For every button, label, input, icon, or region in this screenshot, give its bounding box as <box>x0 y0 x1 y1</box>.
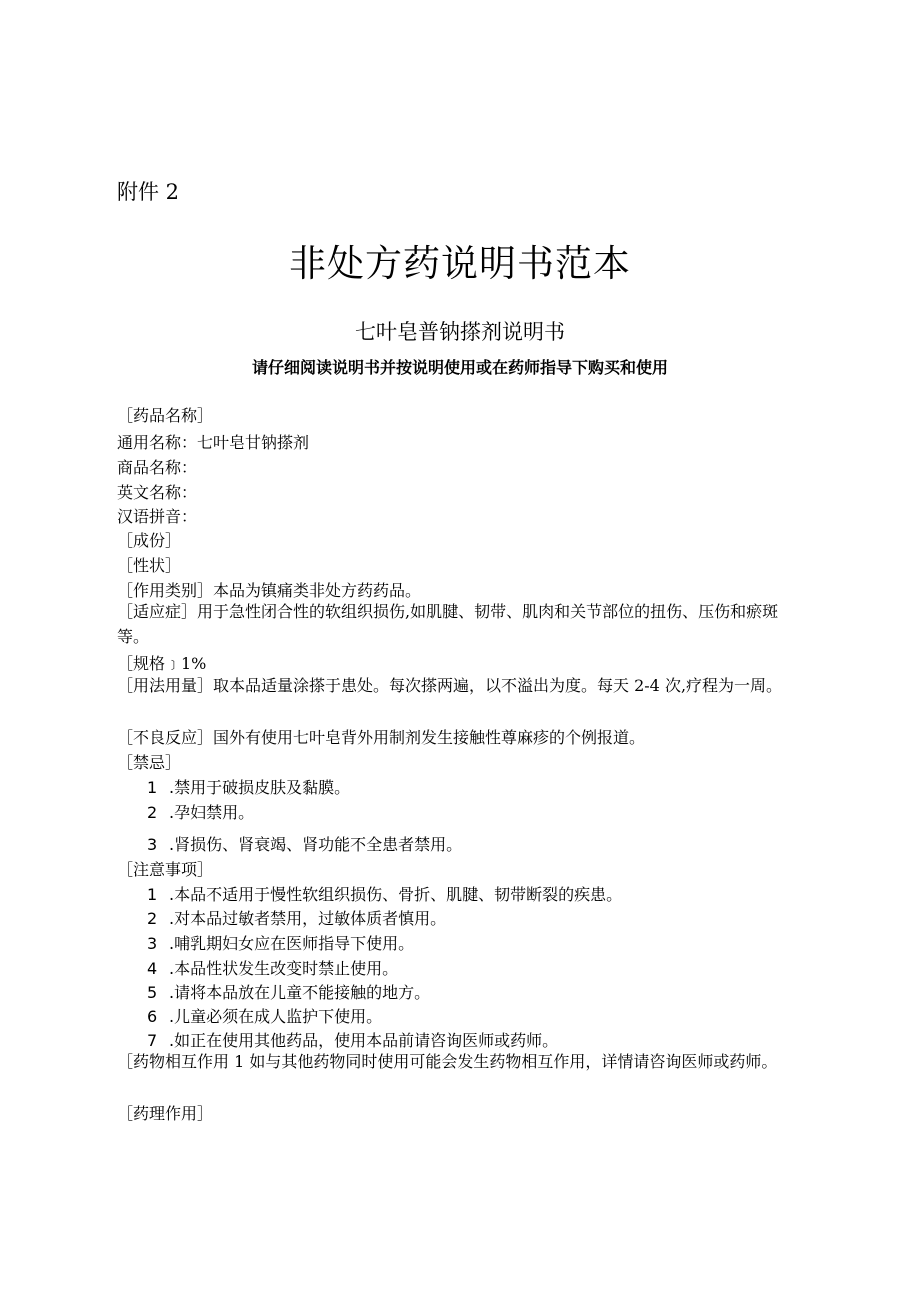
contraindications-header: ［禁忌］ <box>117 753 182 772</box>
item-number: 1 <box>147 885 158 904</box>
indications-section: ［适应症］用于急性闭合性的软组织损伤,如肌腱、韧带、肌肉和关节部位的扭伤、压伤和瘀斑等。 <box>117 602 779 646</box>
precaution-item <box>147 906 446 929</box>
reading-notice: 请仔细阅读说明书并按说明使用或在药师指导下购买和使用 <box>251 358 668 377</box>
item-text: .本品性状发生改变时禁止使用。 <box>169 959 399 978</box>
precaution-item <box>147 980 430 1003</box>
drug-name-header: ［药品名称］ <box>117 406 214 425</box>
item-text: .本品不适用于慢性软组织损伤、骨折、肌腱、韧带断裂的疾患。 <box>169 885 623 904</box>
item-number: 6 <box>147 1007 158 1026</box>
item-number: 3 <box>147 934 158 953</box>
contraindication-item <box>147 832 462 855</box>
item-text: .哺乳期妇女应在医师指导下使用。 <box>169 934 415 953</box>
precaution-item <box>147 882 622 905</box>
item-number: 1 <box>147 778 158 797</box>
generic-name: 通用名称：七叶皂甘钠搽剂 <box>117 433 310 452</box>
precaution-item <box>147 1028 558 1051</box>
item-text: .对本品过敏者禁用，过敏体质者慎用。 <box>169 909 447 928</box>
item-number: 2 <box>147 909 158 928</box>
pharmacology-header: ［药理作用］ <box>117 1104 214 1123</box>
page-title: 非处方药说明书范本 <box>289 242 631 285</box>
properties-header: ［性状］ <box>117 556 182 575</box>
interactions-section: ［药物相互作用 1 如与其他药物同时使用可能会发生药物相互作用，详情请咨询医师或药师。 <box>117 1052 778 1071</box>
item-text: .孕妇禁用。 <box>169 803 255 822</box>
item-text: .肾损伤、肾衰竭、肾功能不全患者禁用。 <box>169 835 463 854</box>
item-number: 3 <box>147 835 158 854</box>
spec-section: ［规格﹞1% <box>117 654 207 673</box>
english-name: 英文名称： <box>117 483 198 502</box>
item-number: 7 <box>147 1031 158 1050</box>
attachment-label: 附件 2 <box>117 180 180 204</box>
precaution-item <box>147 956 398 979</box>
item-text: .如正在使用其他药品，使用本品前请咨询医师或药师。 <box>169 1031 559 1050</box>
item-number: 2 <box>147 803 158 822</box>
item-text: .禁用于破损皮肤及黏膜。 <box>169 778 351 797</box>
item-text: .儿童必须在成人监护下使用。 <box>169 1007 383 1026</box>
contraindication-item <box>147 775 350 798</box>
trade-name: 商品名称： <box>117 458 198 477</box>
precaution-item <box>147 931 414 954</box>
dosage-section: ［用法用量］取本品适量涂搽于患处。每次搽两遍，以不溢出为度。每天 2-4 次,疗程为一周。 <box>117 676 783 695</box>
item-text: .请将本品放在儿童不能接触的地方。 <box>169 983 431 1002</box>
adverse-section: ［不良反应］国外有使用七叶皂背外用制剂发生接触性尊麻疹的个例报道。 <box>117 728 646 747</box>
leaflet-title: 七叶皂普钠搽剂说明书 <box>355 320 565 344</box>
ingredients-header: ［成份］ <box>117 531 182 550</box>
item-number: 4 <box>147 959 158 978</box>
pinyin-name: 汉语拼音： <box>117 507 198 526</box>
contraindication-item <box>147 800 254 823</box>
item-number: 5 <box>147 983 158 1002</box>
category-section: ［作用类别］本品为镇痛类非处方药药品。 <box>117 581 422 600</box>
precautions-header: ［注意事项］ <box>117 860 214 879</box>
precaution-item <box>147 1004 382 1027</box>
